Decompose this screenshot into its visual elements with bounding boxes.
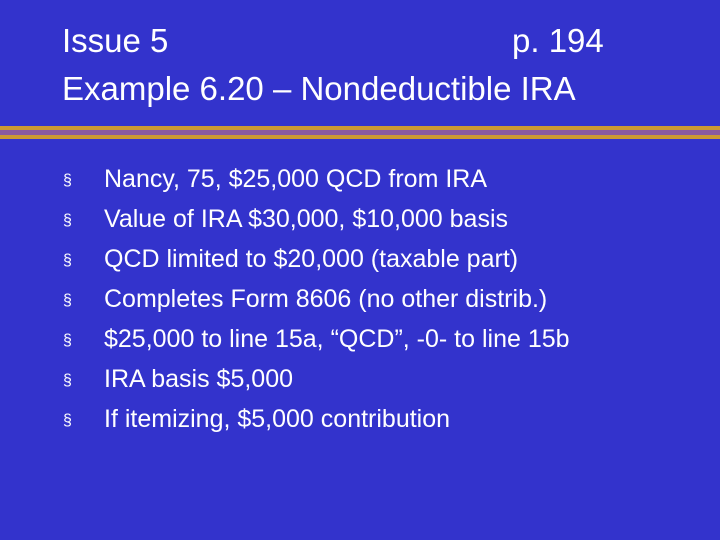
bullet-item bbox=[0, 320, 720, 360]
bullet-text: $25,000 to line 15a, “QCD”, -0- to line 15b bbox=[104, 325, 570, 353]
bullet-item bbox=[0, 400, 720, 440]
bullet-list bbox=[0, 160, 720, 440]
section-bullet-icon: § bbox=[63, 412, 72, 429]
title-rule-gold-bottom bbox=[0, 135, 720, 139]
bullet-item bbox=[0, 240, 720, 280]
section-bullet-icon: § bbox=[63, 172, 72, 189]
bullet-text: Value of IRA $30,000, $10,000 basis bbox=[104, 205, 509, 233]
bullet-text: QCD limited to $20,000 (taxable part) bbox=[104, 245, 519, 273]
section-bullet-icon: § bbox=[63, 332, 72, 349]
bullet-text: Completes Form 8606 (no other distrib.) bbox=[104, 285, 548, 313]
slide-title-issue: Issue 5 bbox=[62, 22, 169, 59]
section-bullet-icon: § bbox=[63, 252, 72, 269]
section-bullet-icon: § bbox=[63, 212, 72, 229]
section-bullet-icon: § bbox=[63, 292, 72, 309]
section-bullet-icon: § bbox=[63, 372, 72, 389]
bullet-text: If itemizing, $5,000 contribution bbox=[104, 405, 451, 433]
bullet-text: Nancy, 75, $25,000 QCD from IRA bbox=[104, 165, 488, 193]
bullet-item bbox=[0, 160, 720, 200]
bullet-item bbox=[0, 280, 720, 320]
bullet-text: IRA basis $5,000 bbox=[104, 365, 294, 393]
page-reference: p. 194 bbox=[512, 22, 604, 59]
slide-title-example: Example 6.20 – Nondeductible IRA bbox=[62, 70, 576, 107]
bullet-item bbox=[0, 360, 720, 400]
bullet-item bbox=[0, 200, 720, 240]
